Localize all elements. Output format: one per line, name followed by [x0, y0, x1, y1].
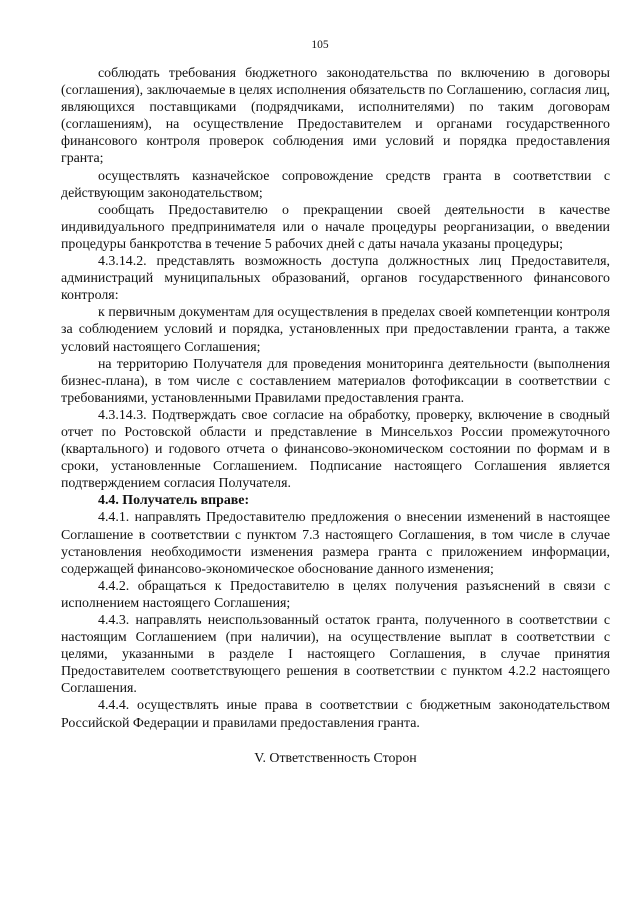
page-number: 105 [311, 39, 329, 51]
paragraph-treasury-support: осуществлять казначейское сопровождение средств гранта в соответствии с действующим законодательством; [61, 168, 610, 201]
paragraph-4-3-14-3: 4.3.14.3. Подтверждать свое согласие на обработку, проверку, включение в сводный отчет по Ростовской области и представление в Минсельхоз России промежуточного (квартального) и годового отчета о финансово-экономическом состоянии по формам и в сроки, установленные Соглашением. Подписание настоящего Соглашения является подтверждением согласия Получателя. [61, 407, 610, 492]
document-body [61, 65, 610, 767]
paragraph-suppliers-consent: соблюдать требования бюджетного законодательства по включению в договоры (соглашения), заключаемые в целях исполнения обязательств по Соглашению, согласия лиц, являющихся поставщиками (подрядчиками, исполнителями) по таким договорам (соглашениям), на осуществление Предоставителем и органами государственного финансового контроля проверок соблюдения ими условий и порядка предоставления гранта; [61, 66, 610, 167]
paragraph-4-4-1: 4.4.1. направлять Предоставителю предложения о внесении изменений в настоящее Соглашение в соответствии с пунктом 7.3 настоящего Соглашения, в том числе в случае установления необходимости изменения размера гранта с приложением информации, содержащей финансово-экономическое обоснование данного изменения; [61, 510, 610, 577]
paragraph-4-4-2: 4.4.2. обращаться к Предоставителю в целях получения разъяснений в связи с исполнением настоящего Соглашения; [61, 578, 610, 611]
paragraph-4-4-3: 4.4.3. направлять неиспользованный остаток гранта, полученного в соответствии с настоящим Соглашением (при наличии), на осуществление выплат в соответствии с целями, указанными в разделе I настоящего Соглашения, в случае принятия Предоставителем соответствующего решения в соответствии с пунктом 4.2.2 настоящего Соглашения. [61, 613, 610, 697]
paragraph-access-documents: к первичным документам для осуществления в пределах своей компетенции контроля за соблюдением условий и порядка, установленных при предоставлении гранта, а также условий настоящего Соглашения; [61, 305, 610, 355]
paragraph-4-3-14-2: 4.3.14.2. представлять возможность доступа должностных лиц Предоставителя, администраций муниципальных образований, органов государственного финансового контроля: [61, 254, 610, 304]
section-title: V. Ответственность Сторон [254, 750, 417, 766]
heading-4-4: 4.4. Получатель вправе: [98, 493, 250, 509]
paragraph-access-territory: на территорию Получателя для проведения мониторинга деятельности (выполнения бизнес-плана), в том числе с составлением материалов фотофиксации в соответствии с требованиями, установленными Правилами предоставления гранта. [61, 356, 610, 406]
paragraph-notify-termination: сообщать Предоставителю о прекращении своей деятельности в качестве индивидуального предпринимателя или о начале процедуры реорганизации, о введении процедуры банкротства в течение 5 рабочих дней с даты начала указаны процедуры; [61, 202, 610, 252]
paragraph-4-4-4: 4.4.4. осуществлять иные права в соответствии с бюджетным законодательством Российской Федерации и правилами предоставления гранта. [61, 698, 610, 731]
